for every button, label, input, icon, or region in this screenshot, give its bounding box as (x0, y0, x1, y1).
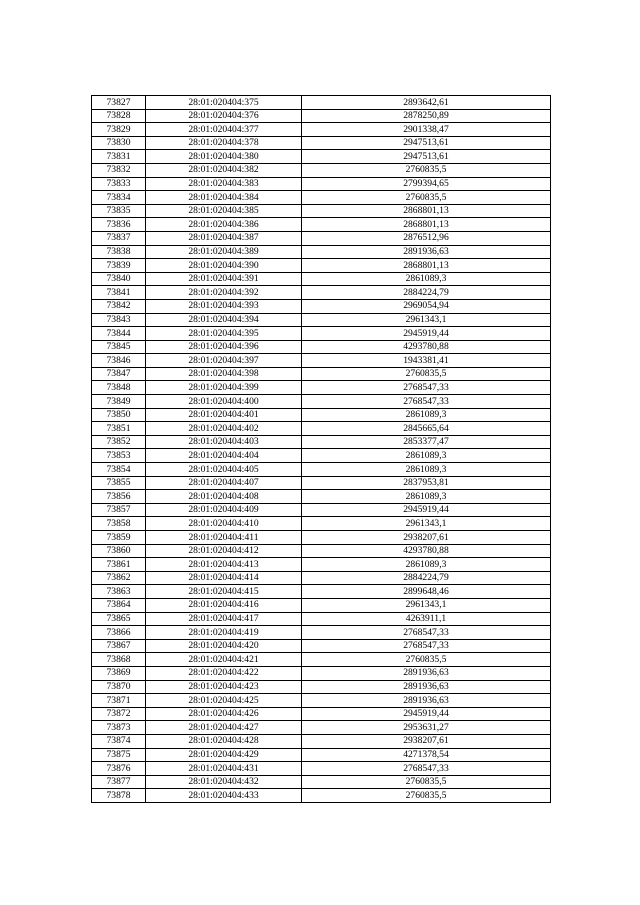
cadastral-number-cell: 28:01:020404:420 (146, 639, 302, 653)
cadastral-value-cell: 2837953,81 (302, 476, 551, 490)
cadastral-number-cell: 28:01:020404:390 (146, 259, 302, 273)
table-row (92, 666, 551, 680)
cadastral-number-cell: 28:01:020404:405 (146, 463, 302, 477)
table-row (92, 789, 551, 803)
cadastral-number-cell: 28:01:020404:428 (146, 734, 302, 748)
cadastral-value-cell: 2938207,61 (302, 531, 551, 545)
cadastral-number-cell: 28:01:020404:396 (146, 340, 302, 354)
row-number-cell: 73845 (92, 340, 146, 354)
table-row (92, 163, 551, 177)
cadastral-value-cell: 2861089,3 (302, 490, 551, 504)
table-row (92, 490, 551, 504)
row-number-cell: 73861 (92, 558, 146, 572)
cadastral-value-cell: 2861089,3 (302, 408, 551, 422)
row-number-cell: 73864 (92, 598, 146, 612)
cadastral-value-cell: 2799394,65 (302, 177, 551, 191)
table-row (92, 395, 551, 409)
table-row (92, 340, 551, 354)
table-row (92, 150, 551, 164)
cadastral-value-cell: 2961343,1 (302, 517, 551, 531)
cadastral-value-cell: 2953631,27 (302, 721, 551, 735)
row-number-cell: 73873 (92, 721, 146, 735)
cadastral-number-cell: 28:01:020404:429 (146, 748, 302, 762)
table-row (92, 571, 551, 585)
row-number-cell: 73857 (92, 503, 146, 517)
table-row (92, 680, 551, 694)
row-number-cell: 73874 (92, 734, 146, 748)
cadastral-value-cell: 2891936,63 (302, 694, 551, 708)
row-number-cell: 73878 (92, 789, 146, 803)
cadastral-value-cell: 2861089,3 (302, 272, 551, 286)
table-row (92, 177, 551, 191)
table-row (92, 476, 551, 490)
table-row (92, 123, 551, 137)
table-row (92, 517, 551, 531)
table-row (92, 245, 551, 259)
row-number-cell: 73835 (92, 204, 146, 218)
cadastral-value-cell: 2945919,44 (302, 503, 551, 517)
cadastral-value-cell: 2961343,1 (302, 598, 551, 612)
table-body (92, 96, 551, 803)
cadastral-number-cell: 28:01:020404:385 (146, 204, 302, 218)
cadastral-value-cell: 2961343,1 (302, 313, 551, 327)
cadastral-value-cell: 2760835,5 (302, 789, 551, 803)
table-row (92, 653, 551, 667)
table-row (92, 231, 551, 245)
row-number-cell: 73831 (92, 150, 146, 164)
cadastral-value-cell: 2760835,5 (302, 191, 551, 205)
row-number-cell: 73848 (92, 381, 146, 395)
table-row (92, 299, 551, 313)
cadastral-number-cell: 28:01:020404:392 (146, 286, 302, 300)
cadastral-number-cell: 28:01:020404:432 (146, 775, 302, 789)
cadastral-value-cell: 2845665,64 (302, 422, 551, 436)
cadastral-value-cell: 2861089,3 (302, 449, 551, 463)
row-number-cell: 73863 (92, 585, 146, 599)
row-number-cell: 73830 (92, 136, 146, 150)
row-number-cell: 73832 (92, 163, 146, 177)
row-number-cell: 73847 (92, 367, 146, 381)
cadastral-number-cell: 28:01:020404:433 (146, 789, 302, 803)
table-row (92, 136, 551, 150)
cadastral-value-cell: 2861089,3 (302, 463, 551, 477)
cadastral-value-cell: 2891936,63 (302, 245, 551, 259)
cadastral-number-cell: 28:01:020404:419 (146, 626, 302, 640)
table-row (92, 435, 551, 449)
table-row (92, 259, 551, 273)
row-number-cell: 73866 (92, 626, 146, 640)
cadastral-number-cell: 28:01:020404:421 (146, 653, 302, 667)
row-number-cell: 73827 (92, 96, 146, 110)
cadastral-number-cell: 28:01:020404:380 (146, 150, 302, 164)
cadastral-value-cell: 2891936,63 (302, 666, 551, 680)
cadastral-number-cell: 28:01:020404:377 (146, 123, 302, 137)
cadastral-number-cell: 28:01:020404:378 (146, 136, 302, 150)
cadastral-value-cell: 2884224,79 (302, 286, 551, 300)
table-row (92, 612, 551, 626)
cadastral-number-cell: 28:01:020404:375 (146, 96, 302, 110)
row-number-cell: 73838 (92, 245, 146, 259)
cadastral-value-cell: 4293780,88 (302, 544, 551, 558)
cadastral-number-cell: 28:01:020404:416 (146, 598, 302, 612)
table-row (92, 204, 551, 218)
table-row (92, 191, 551, 205)
cadastral-value-cell: 2760835,5 (302, 163, 551, 177)
table-row (92, 531, 551, 545)
cadastral-number-cell: 28:01:020404:387 (146, 231, 302, 245)
row-number-cell: 73859 (92, 531, 146, 545)
table-row (92, 694, 551, 708)
row-number-cell: 73862 (92, 571, 146, 585)
table-row (92, 272, 551, 286)
cadastral-value-cell: 2947513,61 (302, 136, 551, 150)
cadastral-number-cell: 28:01:020404:403 (146, 435, 302, 449)
table-row (92, 585, 551, 599)
row-number-cell: 73865 (92, 612, 146, 626)
table-row (92, 367, 551, 381)
cadastral-number-cell: 28:01:020404:393 (146, 299, 302, 313)
cadastral-value-cell: 2969054,94 (302, 299, 551, 313)
table-row (92, 422, 551, 436)
row-number-cell: 73833 (92, 177, 146, 191)
table-row (92, 503, 551, 517)
cadastral-number-cell: 28:01:020404:425 (146, 694, 302, 708)
cadastral-value-cell: 4263911,1 (302, 612, 551, 626)
row-number-cell: 73839 (92, 259, 146, 273)
cadastral-number-cell: 28:01:020404:383 (146, 177, 302, 191)
cadastral-number-cell: 28:01:020404:402 (146, 422, 302, 436)
cadastral-number-cell: 28:01:020404:404 (146, 449, 302, 463)
cadastral-number-cell: 28:01:020404:409 (146, 503, 302, 517)
cadastral-value-cell: 2868801,13 (302, 259, 551, 273)
cadastral-number-cell: 28:01:020404:394 (146, 313, 302, 327)
row-number-cell: 73849 (92, 395, 146, 409)
cadastral-number-cell: 28:01:020404:399 (146, 381, 302, 395)
row-number-cell: 73871 (92, 694, 146, 708)
cadastral-number-cell: 28:01:020404:389 (146, 245, 302, 259)
cadastral-value-cell: 2760835,5 (302, 775, 551, 789)
table-row (92, 721, 551, 735)
table-row (92, 544, 551, 558)
row-number-cell: 73869 (92, 666, 146, 680)
row-number-cell: 73844 (92, 327, 146, 341)
cadastral-value-cell: 2768547,33 (302, 626, 551, 640)
table-row (92, 218, 551, 232)
cadastral-value-cell: 2947513,61 (302, 150, 551, 164)
row-number-cell: 73867 (92, 639, 146, 653)
cadastral-value-cell: 4271378,54 (302, 748, 551, 762)
row-number-cell: 73828 (92, 109, 146, 123)
cadastral-value-cell: 2884224,79 (302, 571, 551, 585)
cadastral-number-cell: 28:01:020404:407 (146, 476, 302, 490)
table-row (92, 463, 551, 477)
row-number-cell: 73841 (92, 286, 146, 300)
table-row (92, 408, 551, 422)
cadastral-value-cell: 2760835,5 (302, 653, 551, 667)
cadastral-value-cell: 1943381,41 (302, 354, 551, 368)
row-number-cell: 73852 (92, 435, 146, 449)
cadastral-value-cell: 2938207,61 (302, 734, 551, 748)
cadastral-number-cell: 28:01:020404:422 (146, 666, 302, 680)
cadastral-value-cell: 2760835,5 (302, 367, 551, 381)
cadastral-number-cell: 28:01:020404:386 (146, 218, 302, 232)
row-number-cell: 73870 (92, 680, 146, 694)
row-number-cell: 73860 (92, 544, 146, 558)
cadastral-number-cell: 28:01:020404:398 (146, 367, 302, 381)
cadastral-value-cell: 2876512,96 (302, 231, 551, 245)
row-number-cell: 73856 (92, 490, 146, 504)
table-row (92, 707, 551, 721)
cadastral-number-cell: 28:01:020404:408 (146, 490, 302, 504)
cadastral-number-cell: 28:01:020404:395 (146, 327, 302, 341)
cadastral-value-cell: 2768547,33 (302, 381, 551, 395)
cadastral-number-cell: 28:01:020404:423 (146, 680, 302, 694)
cadastral-value-table (91, 95, 551, 803)
cadastral-number-cell: 28:01:020404:397 (146, 354, 302, 368)
cadastral-value-cell: 4293780,88 (302, 340, 551, 354)
cadastral-value-cell: 2878250,89 (302, 109, 551, 123)
table-row (92, 109, 551, 123)
cadastral-value-cell: 2891936,63 (302, 680, 551, 694)
cadastral-number-cell: 28:01:020404:400 (146, 395, 302, 409)
row-number-cell: 73829 (92, 123, 146, 137)
cadastral-number-cell: 28:01:020404:427 (146, 721, 302, 735)
table-row (92, 313, 551, 327)
cadastral-number-cell: 28:01:020404:431 (146, 762, 302, 776)
cadastral-value-cell: 2899648,46 (302, 585, 551, 599)
table-row (92, 639, 551, 653)
cadastral-value-cell: 2868801,13 (302, 218, 551, 232)
row-number-cell: 73872 (92, 707, 146, 721)
table-row (92, 286, 551, 300)
row-number-cell: 73851 (92, 422, 146, 436)
table-row (92, 748, 551, 762)
table-row (92, 762, 551, 776)
row-number-cell: 73850 (92, 408, 146, 422)
cadastral-number-cell: 28:01:020404:384 (146, 191, 302, 205)
row-number-cell: 73877 (92, 775, 146, 789)
cadastral-value-cell: 2901338,47 (302, 123, 551, 137)
row-number-cell: 73842 (92, 299, 146, 313)
row-number-cell: 73843 (92, 313, 146, 327)
cadastral-number-cell: 28:01:020404:411 (146, 531, 302, 545)
table-row (92, 775, 551, 789)
cadastral-number-cell: 28:01:020404:376 (146, 109, 302, 123)
cadastral-value-cell: 2768547,33 (302, 639, 551, 653)
row-number-cell: 73846 (92, 354, 146, 368)
row-number-cell: 73837 (92, 231, 146, 245)
table-row (92, 734, 551, 748)
row-number-cell: 73876 (92, 762, 146, 776)
table-row (92, 626, 551, 640)
cadastral-value-cell: 2868801,13 (302, 204, 551, 218)
cadastral-value-cell: 2861089,3 (302, 558, 551, 572)
table-row (92, 558, 551, 572)
cadastral-number-cell: 28:01:020404:417 (146, 612, 302, 626)
cadastral-number-cell: 28:01:020404:414 (146, 571, 302, 585)
cadastral-value-cell: 2853377,47 (302, 435, 551, 449)
cadastral-number-cell: 28:01:020404:401 (146, 408, 302, 422)
cadastral-number-cell: 28:01:020404:426 (146, 707, 302, 721)
row-number-cell: 73840 (92, 272, 146, 286)
row-number-cell: 73853 (92, 449, 146, 463)
cadastral-number-cell: 28:01:020404:382 (146, 163, 302, 177)
cadastral-number-cell: 28:01:020404:391 (146, 272, 302, 286)
row-number-cell: 73868 (92, 653, 146, 667)
table-row (92, 598, 551, 612)
cadastral-value-cell: 2945919,44 (302, 707, 551, 721)
row-number-cell: 73875 (92, 748, 146, 762)
row-number-cell: 73836 (92, 218, 146, 232)
row-number-cell: 73854 (92, 463, 146, 477)
cadastral-value-cell: 2768547,33 (302, 395, 551, 409)
table-row (92, 354, 551, 368)
cadastral-value-cell: 2893642,61 (302, 96, 551, 110)
cadastral-value-cell: 2945919,44 (302, 327, 551, 341)
cadastral-number-cell: 28:01:020404:410 (146, 517, 302, 531)
cadastral-value-cell: 2768547,33 (302, 762, 551, 776)
cadastral-number-cell: 28:01:020404:415 (146, 585, 302, 599)
table-row (92, 327, 551, 341)
table-row (92, 381, 551, 395)
row-number-cell: 73858 (92, 517, 146, 531)
cadastral-number-cell: 28:01:020404:413 (146, 558, 302, 572)
cadastral-number-cell: 28:01:020404:412 (146, 544, 302, 558)
row-number-cell: 73855 (92, 476, 146, 490)
table-row (92, 96, 551, 110)
table-row (92, 449, 551, 463)
row-number-cell: 73834 (92, 191, 146, 205)
